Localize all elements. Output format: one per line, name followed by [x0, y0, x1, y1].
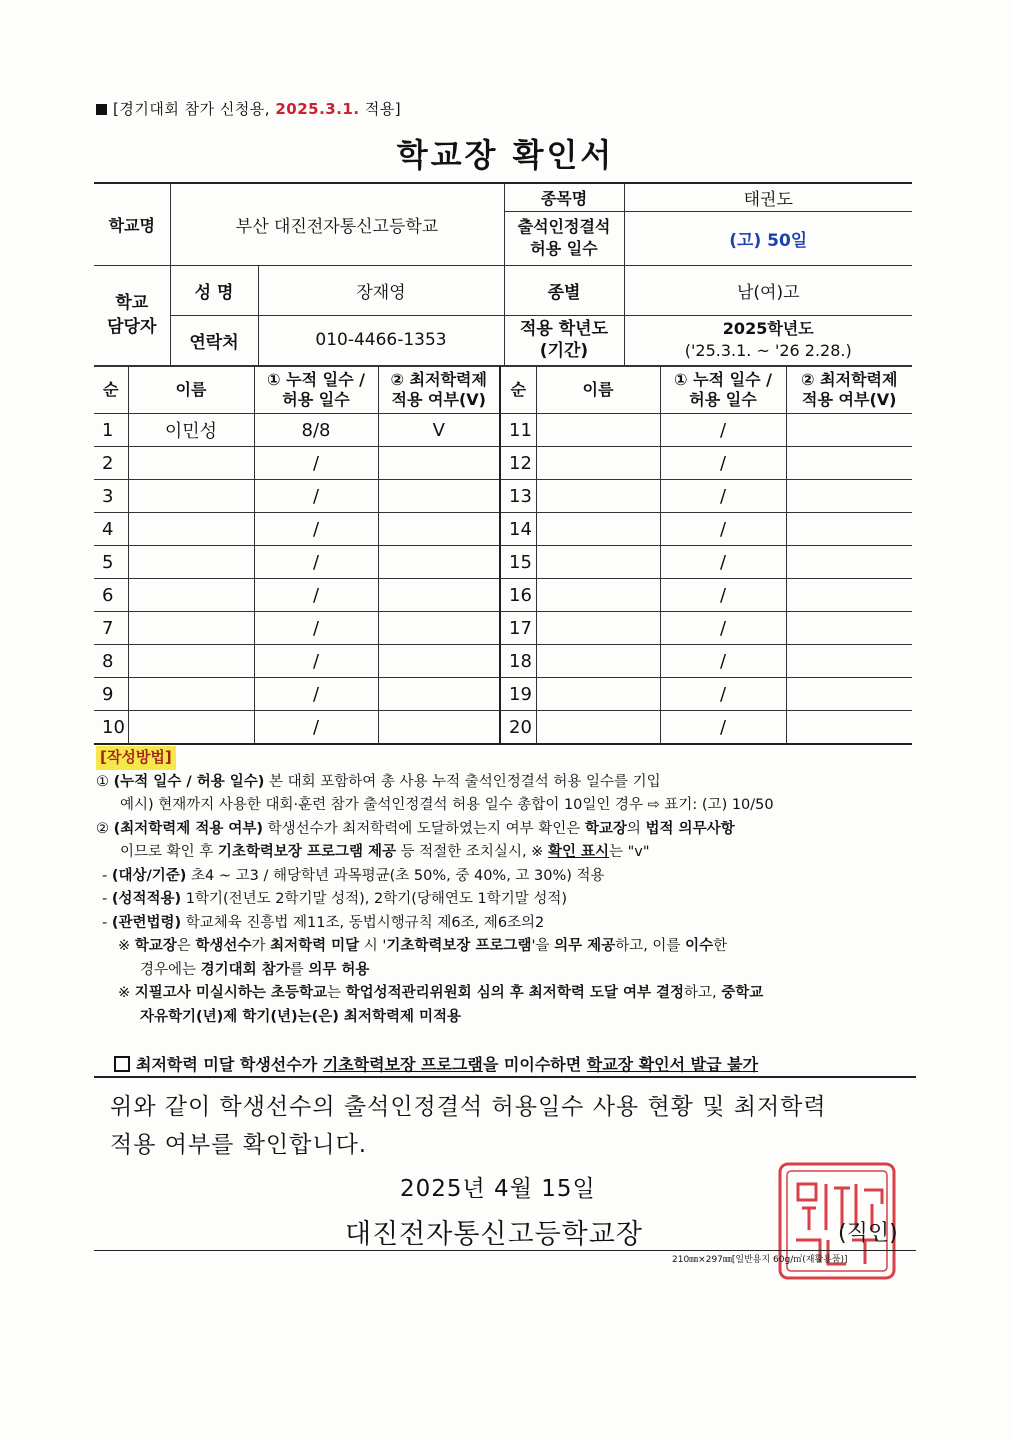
checkbox-square-icon — [114, 1056, 130, 1072]
days-used: / — [254, 678, 378, 711]
row-number: 14 — [500, 513, 536, 546]
student-name — [128, 678, 254, 711]
header-note-prefix: [경기대회 참가 신청용, — [113, 100, 276, 118]
instructions-heading: [작성방법] — [96, 746, 176, 770]
student-name — [536, 480, 660, 513]
square-bullet-icon — [96, 104, 107, 115]
instruction-line: - (대상/기준) 초4 ~ 고3 / 해당학년 과목평균(초 50%, 중 40%, 고 30%) 적용 — [102, 867, 605, 884]
instruction-line: - (성적적용) 1학기(전년도 2학기말 성적), 2학기(당해연도 1학기말 성적) — [102, 891, 568, 907]
min-academic-check — [786, 414, 912, 447]
min-academic-check — [786, 513, 912, 546]
days-used: / — [254, 546, 378, 579]
row-number: 12 — [500, 447, 536, 480]
table-row — [94, 414, 912, 447]
days-used: / — [660, 480, 786, 513]
header-name-2: 이름 — [536, 367, 660, 414]
row-number: 4 — [94, 513, 128, 546]
days-used: / — [254, 711, 378, 745]
row-number: 2 — [94, 447, 128, 480]
row-number: 15 — [500, 546, 536, 579]
instructions — [96, 746, 916, 1029]
header-min-academic-2: ② 최저학력제 적용 여부(V) — [786, 367, 912, 414]
absence-label: 출석인정결석 허용 일수 — [504, 211, 624, 265]
student-name — [128, 546, 254, 579]
row-number: 11 — [500, 414, 536, 447]
contact-label: 연락처 — [170, 315, 258, 365]
seal-label: (직인) — [838, 1221, 898, 1246]
instruction-line: 경우에는 경기대회 참가를 의무 허용 — [140, 961, 370, 978]
contact-value: 010-4466-1353 — [258, 315, 504, 365]
student-name — [536, 645, 660, 678]
days-used: 8/8 — [254, 414, 378, 447]
absence-value: (고) 50일 — [624, 211, 912, 265]
header-note-date: 2025.3.1. — [275, 100, 360, 118]
days-used: / — [660, 546, 786, 579]
instruction-line: 자유학기(년)제 학기(년)는(은) 최저학력제 미적용 — [140, 1008, 462, 1025]
divider — [94, 1076, 916, 1078]
days-used: / — [660, 711, 786, 745]
student-name — [128, 513, 254, 546]
header-days: ① 누적 일수 / 허용 일수 — [254, 367, 378, 414]
days-used: / — [254, 513, 378, 546]
student-name — [536, 414, 660, 447]
table-row — [94, 480, 912, 513]
student-name — [128, 579, 254, 612]
table-row — [94, 645, 912, 678]
header-days-2: ① 누적 일수 / 허용 일수 — [660, 367, 786, 414]
min-academic-check — [786, 612, 912, 645]
student-name — [128, 480, 254, 513]
student-name — [128, 447, 254, 480]
row-number: 7 — [94, 612, 128, 645]
student-name — [128, 645, 254, 678]
roster-table — [94, 366, 912, 745]
min-academic-check — [378, 480, 500, 513]
header-no-2: 순 — [500, 367, 536, 414]
student-name — [536, 678, 660, 711]
table-row — [94, 546, 912, 579]
student-name: 이민성 — [128, 414, 254, 447]
row-number: 13 — [500, 480, 536, 513]
instruction-line: 예시) 현재까지 사용한 대회·훈련 참가 출석인정결석 허용 일수 총합이 10일인 경우 ⇨ 표기: (고) 10/50 — [120, 797, 774, 813]
paper-spec: 210㎜×297㎜[일반용지 60g/㎡(재활용품)] — [672, 1255, 848, 1265]
min-academic-check — [786, 645, 912, 678]
roster-body — [94, 414, 912, 745]
row-number: 19 — [500, 678, 536, 711]
row-number: 8 — [94, 645, 128, 678]
confirmation-line-1: 위와 같이 학생선수의 출석인정결석 허용일수 사용 현황 및 최저학력 — [110, 1094, 827, 1120]
days-used: / — [660, 678, 786, 711]
days-used: / — [660, 414, 786, 447]
gender-label: 종별 — [504, 265, 624, 315]
header-name: 이름 — [128, 367, 254, 414]
issue-date: 2025년 4월 15일 — [400, 1176, 596, 1202]
header-min-academic: ② 최저학력제 적용 여부(V) — [378, 367, 500, 414]
student-name — [536, 711, 660, 745]
min-academic-check — [786, 480, 912, 513]
row-number: 1 — [94, 414, 128, 447]
student-name — [536, 546, 660, 579]
min-academic-check — [378, 612, 500, 645]
min-academic-check — [786, 711, 912, 745]
student-name — [128, 612, 254, 645]
min-academic-check — [378, 678, 500, 711]
table-row — [94, 447, 912, 480]
row-number: 18 — [500, 645, 536, 678]
instruction-line: - (관련법령) 학교체육 진흥법 제11조, 동법시행규칙 제6조, 제6조의2 — [102, 914, 545, 931]
year-value: 2025학년도 ('25.3.1. ~ '26 2.28.) — [624, 315, 912, 365]
days-used: / — [660, 579, 786, 612]
min-academic-check — [378, 447, 500, 480]
days-used: / — [254, 645, 378, 678]
min-academic-check — [378, 546, 500, 579]
header-note-suffix: 적용] — [359, 100, 402, 118]
days-used: / — [254, 447, 378, 480]
row-number: 16 — [500, 579, 536, 612]
name-label: 성 명 — [170, 265, 258, 315]
school-label: 학교명 — [94, 183, 170, 265]
header-no: 순 — [94, 367, 128, 414]
notice: 최저학력 미달 학생선수가 기초학력보장 프로그램을 미이수하면 학교장 확인서 발급 불가 — [114, 1052, 758, 1075]
name-value: 장재영 — [258, 265, 504, 315]
student-name — [536, 579, 660, 612]
row-number: 10 — [94, 711, 128, 745]
days-used: / — [660, 612, 786, 645]
days-used: / — [660, 447, 786, 480]
student-name — [536, 447, 660, 480]
table-row — [94, 678, 912, 711]
confirmation-line-2: 적용 여부를 확인합니다. — [110, 1132, 368, 1158]
min-academic-check: V — [378, 414, 500, 447]
page-title: 학교장 확인서 — [396, 136, 615, 174]
days-used: / — [254, 612, 378, 645]
min-academic-check — [378, 579, 500, 612]
year-label: 적용 학년도 (기간) — [504, 315, 624, 365]
student-name — [128, 711, 254, 745]
instruction-line: 이므로 확인 후 기초학력보장 프로그램 제공 등 적절한 조치실시, ※ 확인 표시는 "v" — [120, 844, 650, 860]
row-number: 3 — [94, 480, 128, 513]
divider — [94, 1250, 916, 1251]
table-row — [94, 579, 912, 612]
table-row — [94, 513, 912, 546]
header-note — [96, 98, 401, 119]
info-table — [94, 182, 912, 366]
student-name — [536, 612, 660, 645]
min-academic-check — [786, 447, 912, 480]
row-number: 6 — [94, 579, 128, 612]
instruction-line: ※ 지필고사 미실시하는 초등학교는 학업성적관리위원회 심의 후 최저학력 도달 여부 결정하고, 중학교 — [118, 985, 764, 1001]
row-number: 20 — [500, 711, 536, 745]
student-name — [536, 513, 660, 546]
min-academic-check — [786, 678, 912, 711]
instruction-line: ※ 학교장은 학생선수가 최저학력 미달 시 '기초학력보장 프로그램'을 의무 제공하고, 이를 이수한 — [118, 938, 728, 954]
row-number: 17 — [500, 612, 536, 645]
event-label: 종목명 — [504, 183, 624, 211]
signer-name: 대진전자통신고등학교장 — [345, 1219, 643, 1250]
row-number: 5 — [94, 546, 128, 579]
school-value: 부산 대진전자통신고등학교 — [170, 183, 504, 265]
table-row — [94, 711, 912, 745]
manager-label: 학교 담당자 — [94, 265, 170, 365]
event-value: 태권도 — [624, 183, 912, 211]
instruction-line: ② (최저학력제 적용 여부) 학생선수가 최저학력에 도달하였는지 여부 확인은 학교장의 법적 의무사항 — [96, 820, 735, 837]
min-academic-check — [378, 513, 500, 546]
days-used: / — [660, 513, 786, 546]
row-number: 9 — [94, 678, 128, 711]
table-row — [94, 612, 912, 645]
days-used: / — [254, 579, 378, 612]
days-used: / — [254, 480, 378, 513]
min-academic-check — [786, 579, 912, 612]
days-used: / — [660, 645, 786, 678]
confirmation-text — [110, 1088, 910, 1164]
min-academic-check — [786, 546, 912, 579]
gender-value: 남(여)고 — [624, 265, 912, 315]
instruction-line: ① (누적 일수 / 허용 일수) 본 대회 포함하여 총 사용 누적 출석인정결석 허용 일수를 기입 — [96, 773, 661, 790]
min-academic-check — [378, 711, 500, 745]
min-academic-check — [378, 645, 500, 678]
